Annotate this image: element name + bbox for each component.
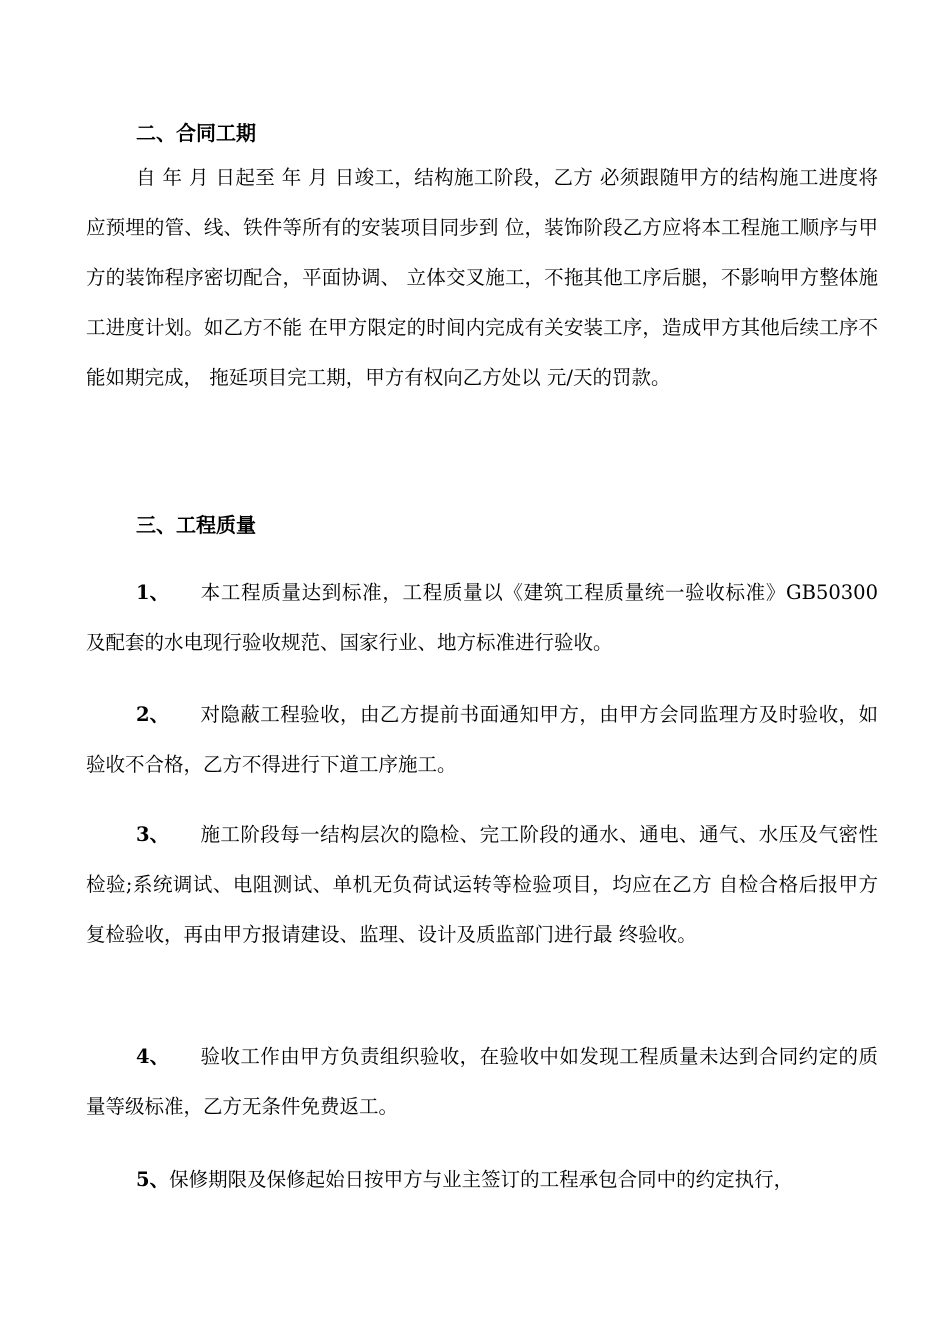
section-heading-contract-period: 二、合同工期	[136, 121, 256, 145]
item-text: 施工阶段每一结构层次的隐检、完工阶段的通水、通电、通气、水压及气密性检验;系统调试、电阻测试、单机无负荷试运转等检验项目，均应在乙方 自检合格后报甲方复检验收，再由甲方报请建设、监理、设计及质监部门进行最 终验收。	[86, 823, 878, 946]
item-number: 1、	[136, 581, 170, 604]
contract-period-paragraph: 自 年 月 日起至 年 月 日竣工，结构施工阶段，乙方 必须跟随甲方的结构施工进度将应预埋的管、线、铁件等所有的安装项目同步到 位，装饰阶段乙方应将本工程施工顺序与甲方的装饰程序密切配合，平面协调、 立体交叉施工，不拖其他工序后腿，不影响甲方整体施工进度计划。如乙方不能 在甲方限定的时间内完成有关安装工序，造成甲方其他后续工序不能如期完成， 拖延项目完工期，甲方有权向乙方处以 元/天的罚款。	[86, 166, 878, 389]
quality-item-2	[86, 690, 878, 790]
quality-item-1	[86, 568, 878, 668]
item-text: 本工程质量达到标准，工程质量以《建筑工程质量统一验收标准》GB50300 及配套的水电现行验收规范、国家行业、地方标准进行验收。	[86, 581, 878, 654]
quality-item-4	[86, 1032, 878, 1132]
section-heading-quality: 三、工程质量	[136, 513, 256, 537]
item-number: 5、	[136, 1168, 170, 1191]
item-text: 保修期限及保修起始日按甲方与业主签订的工程承包合同中的约定执行，	[169, 1168, 794, 1191]
item-number: 2、	[136, 703, 170, 726]
item-number: 3、	[136, 823, 170, 846]
item-number: 4、	[136, 1045, 170, 1068]
quality-item-3	[86, 810, 878, 960]
item-text: 对隐蔽工程验收，由乙方提前书面通知甲方，由甲方会同监理方及时验收，如验收不合格，乙方不得进行下道工序施工。	[86, 703, 878, 776]
item-text: 验收工作由甲方负责组织验收，在验收中如发现工程质量未达到合同约定的质量等级标准，乙方无条件免费返工。	[86, 1045, 878, 1118]
quality-item-5	[86, 1155, 878, 1205]
